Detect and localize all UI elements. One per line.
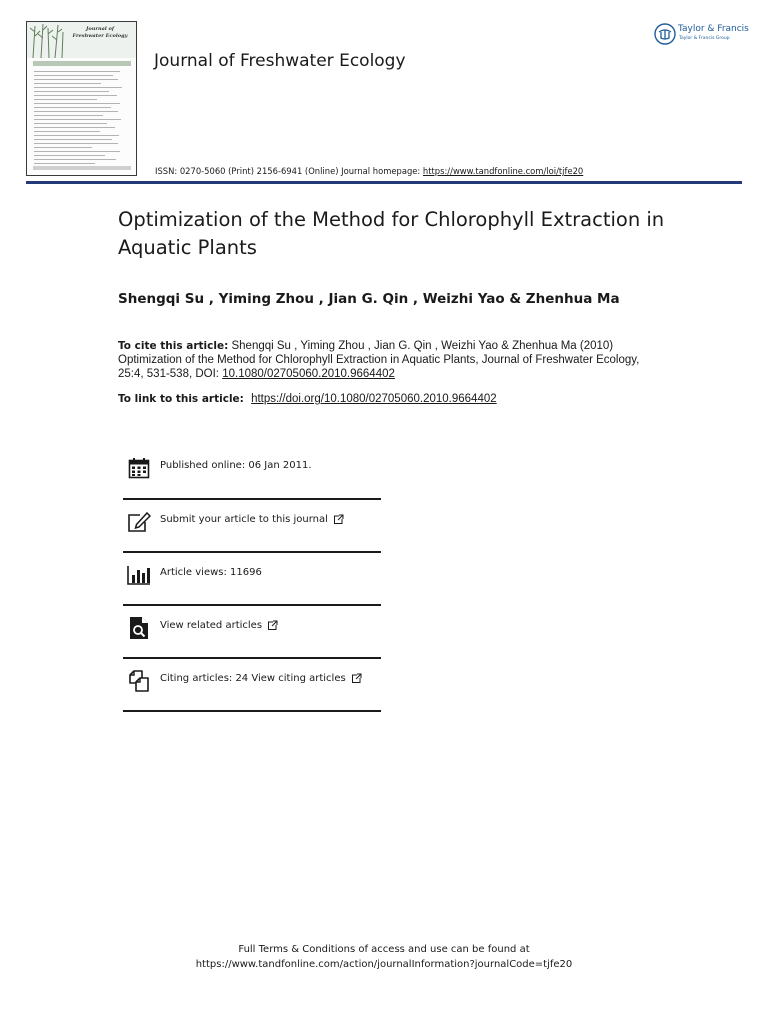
- bar-chart-icon: [127, 563, 151, 587]
- taylor-francis-logo-icon: [654, 23, 676, 45]
- cover-contents-lines: [34, 71, 130, 171]
- external-link-icon: [267, 620, 278, 631]
- article-info-list: [123, 446, 381, 712]
- terms-footer: [0, 942, 768, 972]
- cover-title: [67, 26, 133, 40]
- submit-article-link[interactable]: [160, 514, 344, 525]
- external-link-icon: [333, 514, 344, 525]
- article-authors: Shengqi Su , Yiming Zhou , Jian G. Qin , Weizhi Yao & Zhenhua Ma: [118, 291, 620, 307]
- journal-name: Journal of Freshwater Ecology: [154, 51, 406, 71]
- journal-cover-image: [26, 21, 137, 176]
- published-date: Published online: 06 Jan 2011.: [160, 460, 312, 471]
- article-link-block: [118, 393, 497, 405]
- footer-line1: Full Terms & Conditions of access and use can be found at: [238, 944, 530, 955]
- list-item-related[interactable]: [123, 606, 381, 659]
- related-articles-link[interactable]: [160, 620, 278, 631]
- list-item-views: [123, 553, 381, 606]
- submit-article-label: Submit your article to this journal: [160, 514, 328, 525]
- publisher-group: Taylor & Francis Group: [679, 36, 730, 41]
- cover-title-line2: Freshwater Ecology: [72, 33, 128, 39]
- article-title: Optimization of the Method for Chlorophyll Extraction in Aquatic Plants: [118, 208, 665, 259]
- cover-info-bar: [33, 61, 131, 66]
- citing-articles-link[interactable]: [160, 673, 362, 684]
- article-doi-url-link[interactable]: https://doi.org/10.1080/02705060.2010.9664402: [251, 393, 497, 405]
- cover-footer-bar: [33, 166, 131, 170]
- citing-articles-label: Citing articles: 24 View citing articles: [160, 673, 346, 684]
- list-item-citing[interactable]: [123, 659, 381, 712]
- list-item-submit[interactable]: [123, 500, 381, 553]
- publisher-logo[interactable]: [652, 23, 748, 47]
- issn-text: ISSN: 0270-5060 (Print) 2156-6941 (Online) Journal homepage:: [155, 166, 423, 176]
- calendar-icon: [127, 456, 151, 480]
- cover-title-line1: Journal of: [86, 26, 114, 32]
- external-link-icon: [351, 673, 362, 684]
- cite-text: Shengqi Su , Yiming Zhou , Jian G. Qin , Weizhi Yao & Zhenhua Ma (2010) Optimization of the Method for Chlorophyll Extraction in Aquatic Plants, Journal of Freshwater Ecology, 25:4, 531-538, DOI:: [118, 340, 640, 380]
- issn-line: [155, 166, 583, 176]
- list-item-published: [123, 446, 381, 500]
- header-divider: [26, 181, 742, 184]
- copy-documents-icon: [127, 669, 151, 693]
- cite-label: To cite this article:: [118, 340, 229, 352]
- footer-terms-url[interactable]: https://www.tandfonline.com/action/journalInformation?journalCode=tjfe20: [195, 959, 573, 970]
- article-views: Article views: 11696: [160, 567, 262, 578]
- doi-link[interactable]: 10.1080/02705060.2010.9664402: [222, 368, 395, 380]
- document-search-icon: [127, 616, 151, 640]
- citation-block: [118, 339, 650, 381]
- publisher-name: Taylor & Francis: [678, 24, 749, 34]
- link-label: To link to this article:: [118, 393, 244, 405]
- journal-homepage-link[interactable]: https://www.tandfonline.com/loi/tjfe20: [422, 166, 584, 176]
- edit-icon: [127, 510, 151, 534]
- related-articles-label: View related articles: [160, 620, 263, 631]
